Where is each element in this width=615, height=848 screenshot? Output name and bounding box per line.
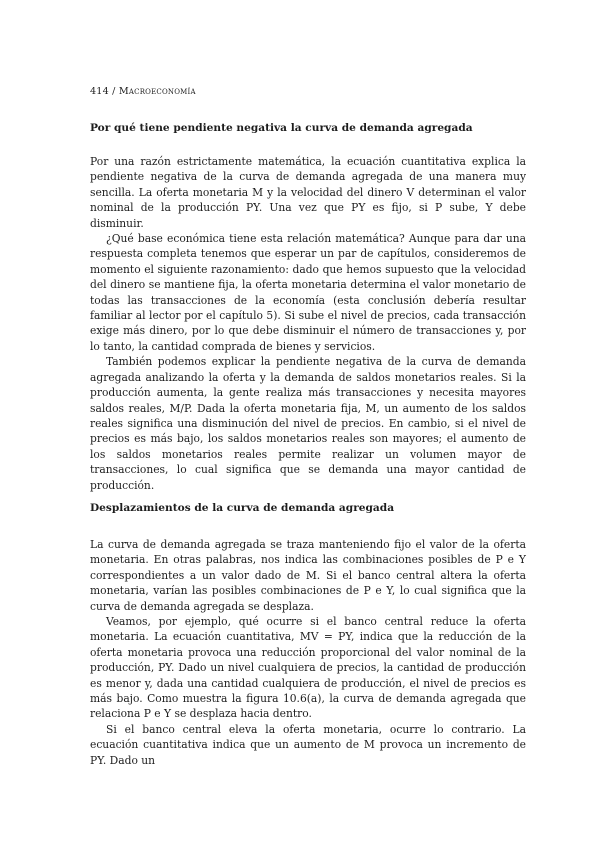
section-body-aggregate-demand-slope — [90, 154, 526, 493]
running-head — [90, 86, 196, 97]
page-number: 414 — [90, 86, 109, 97]
section-title-demand-shifts: Desplazamientos de la curva de demanda agregada — [90, 502, 395, 514]
paragraph: También podemos explicar la pendiente negativa de la curva de demanda agregada analizando la oferta y la demanda de saldos monetarios reales. Si la producción aumenta, la gente realiza más transacciones y necesita mayores saldos reales, M/P. Dada la oferta monetaria fija, M, un aumento de los saldos reales significa una disminución del nivel de precios. En cambio, si el nivel de precios es más bajo, los saldos monetarios reales son mayores; el aumento de los saldos monetarios reales permite realizar un volumen mayor de transacciones, lo cual significa que se demanda una mayor cantidad de producción. — [90, 355, 526, 492]
section-body-demand-shifts — [90, 537, 526, 768]
paragraph: Veamos, por ejemplo, qué ocurre si el banco central reduce la oferta monetaria. La ecuación cuantitativa, MV = PY, indica que la reducción de la oferta monetaria provoca una reducción proporcional del valor nominal de la producción, PY. Dado un nivel cualquiera de precios, la cantidad de producción es menor y, dada una cantidad cualquiera de producción, el nivel de precios es más bajo. Como muestra la figura 10.6(a), la curva de demanda agregada que relaciona P e Y se desplaza hacia dentro. — [90, 615, 526, 721]
paragraph: Si el banco central eleva la oferta monetaria, ocurre lo contrario. La ecuación cuantitativa indica que un aumento de M provoca un incremento de PY. Dado un — [90, 722, 526, 767]
paragraph: ¿Qué base económica tiene esta relación matemática? Aunque para dar una respuesta completa tenemos que esperar un par de capítulos, consideremos de momento el siguiente razonamiento: dado que hemos supuesto que la velocidad del dinero se mantiene fija, la oferta monetaria determina el valor monetario de todas las transacciones de la economía (esta conclusión debería resultar familiar al lector por el capítulo 5). Si sube el nivel de precios, cada transacción exige más dinero, por lo que debe disminuir el número de transacciones y, por lo tanto, la cantidad comprada de bienes y servicios. — [90, 232, 526, 353]
running-head-separator: / — [108, 86, 119, 97]
section-title-aggregate-demand-slope: Por qué tiene pendiente negativa la curva de demanda agregada — [90, 122, 473, 134]
book-title: Macroeconomía — [118, 86, 196, 97]
paragraph: Por una razón estrictamente matemática, la ecuación cuantitativa explica la pendiente negativa de la curva de demanda agregada de una manera muy sencilla. La oferta monetaria M y la velocidad del dinero V determinan el valor nominal de la producción PY. Una vez que PY es fijo, si P sube, Y debe disminuir. — [90, 155, 526, 230]
paragraph: La curva de demanda agregada se traza manteniendo fijo el valor de la oferta monetaria. En otras palabras, nos indica las combinaciones posibles de P e Y correspondientes a un valor dado de M. Si el banco central altera la oferta monetaria, varían las posibles combinaciones de P e Y, lo cual significa que la curva de demanda agregada se desplaza. — [90, 538, 526, 613]
